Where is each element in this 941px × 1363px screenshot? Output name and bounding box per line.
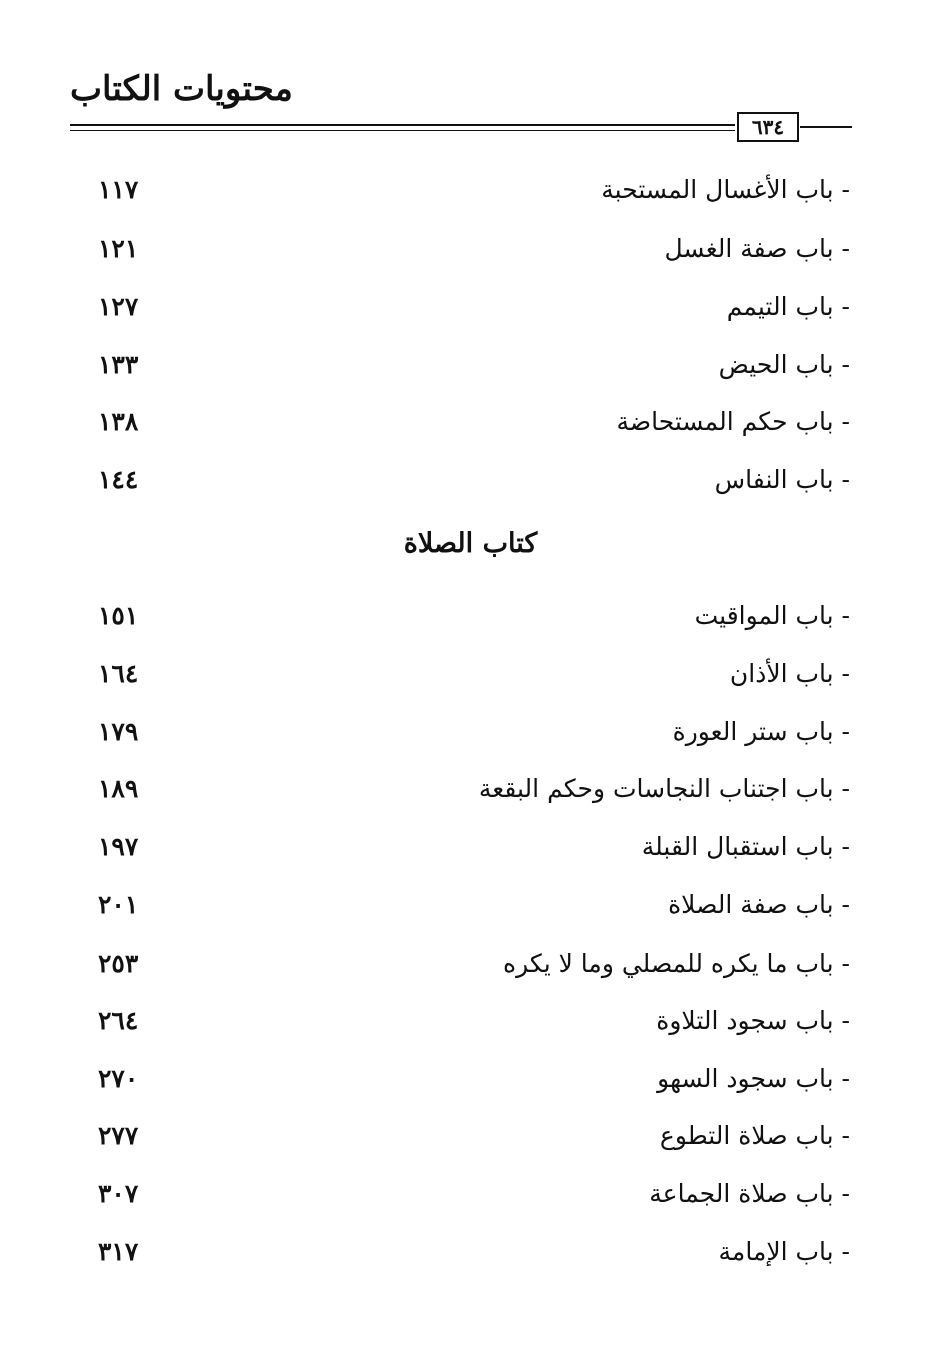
toc-entry-page: ١٩٧ [98, 832, 139, 861]
toc-entry-title: - باب ما يكره للمصلي وما لا يكره [503, 949, 850, 978]
header-rule-top [70, 124, 735, 126]
toc-entry-page: ٢٧٧ [98, 1121, 139, 1150]
toc-entry [90, 1059, 850, 1099]
toc-entry-page: ٢٦٤ [98, 1006, 139, 1035]
toc-entry-title: - باب صلاة الجماعة [649, 1179, 850, 1208]
toc-entry-title: - باب صلاة التطوع [659, 1121, 850, 1150]
header-rule-right [800, 126, 852, 128]
toc-entry-title: - باب حكم المستحاضة [616, 407, 850, 436]
toc-entry-page: ٢٠١ [98, 890, 139, 919]
toc-entry [90, 944, 850, 984]
running-header-title: محتويات الكتاب [70, 69, 293, 109]
toc-entry-page: ١٦٤ [98, 659, 139, 688]
toc-entry [90, 345, 850, 385]
toc-entry [90, 287, 850, 327]
toc-entry [90, 460, 850, 500]
page-number-box: ٦٣٤ [737, 112, 799, 142]
section-heading: كتاب الصلاة [403, 528, 538, 559]
toc-entry [90, 885, 850, 925]
toc-entry [90, 769, 850, 809]
toc-entry-title: - باب صفة الغسل [664, 234, 850, 263]
toc-entry-page: ١٨٩ [98, 774, 139, 803]
header-rule-bottom [70, 130, 735, 131]
toc-entry-title: - باب ستر العورة [672, 717, 850, 746]
toc-entry-page: ٣٠٧ [98, 1179, 139, 1208]
toc-entry-page: ٢٥٣ [98, 949, 139, 978]
toc-entry [90, 1001, 850, 1041]
toc-entry-page: ١٣٣ [98, 350, 139, 379]
toc-entry-page: ١١٧ [98, 175, 139, 204]
toc-entry-title: - باب سجود السهو [657, 1064, 850, 1093]
toc-entry-title: - باب الأغسال المستحبة [601, 175, 850, 204]
toc-entry [90, 229, 850, 269]
toc-entry [90, 170, 850, 210]
toc-entry [90, 827, 850, 867]
toc-entry [90, 596, 850, 636]
toc-entry-page: ٢٧٠ [98, 1064, 139, 1093]
toc-entry-page: ١٥١ [98, 601, 139, 630]
toc-entry [90, 712, 850, 752]
toc-entry-page: ١٧٩ [98, 717, 139, 746]
toc-entry [90, 402, 850, 442]
toc-entry-title: - باب التيمم [726, 292, 850, 321]
toc-entry-title: - باب صفة الصلاة [668, 890, 850, 919]
toc-entry-page: ٣١٧ [98, 1237, 139, 1266]
toc-entry-title: - باب الأذان [729, 659, 850, 688]
toc-entry [90, 1174, 850, 1214]
toc-entry-title: - باب سجود التلاوة [656, 1006, 850, 1035]
toc-entry-title: - باب استقبال القبلة [641, 832, 850, 861]
toc-entry-page: ١٤٤ [98, 465, 139, 494]
toc-entry-title: - باب النفاس [714, 465, 850, 494]
toc-entry-title: - باب اجتناب النجاسات وحكم البقعة [478, 774, 850, 803]
toc-entry-title: - باب المواقيت [694, 601, 850, 630]
toc-entry-page: ١٣٨ [98, 407, 139, 436]
toc-entry-page: ١٢٧ [98, 292, 139, 321]
toc-entry [90, 1116, 850, 1156]
toc-entry [90, 1232, 850, 1272]
toc-entry-title: - باب الحيض [718, 350, 850, 379]
toc-entry [90, 654, 850, 694]
toc-entry-title: - باب الإمامة [718, 1237, 850, 1266]
toc-entry-page: ١٢١ [98, 234, 139, 263]
